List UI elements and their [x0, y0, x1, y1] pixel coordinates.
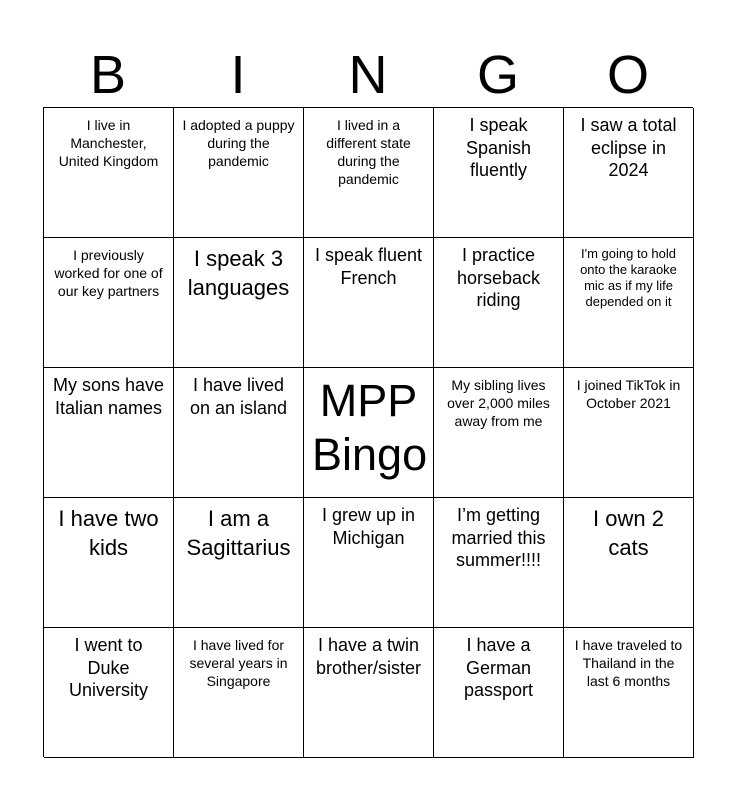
bingo-cell[interactable] — [44, 498, 174, 628]
bingo-cell[interactable] — [434, 108, 564, 238]
bingo-cell[interactable] — [44, 368, 174, 498]
cell-text: I speak 3 languages — [187, 246, 290, 300]
bingo-cell[interactable] — [434, 238, 564, 368]
bingo-header — [43, 44, 693, 106]
cell-text: I practice horseback riding — [456, 245, 541, 310]
cell-text: I have a twin brother/sister — [315, 635, 422, 678]
bingo-cell[interactable] — [434, 368, 564, 498]
bingo-cell[interactable] — [44, 108, 174, 238]
header-letter-o: O — [606, 45, 649, 105]
cell-text: I have lived for several years in Singapore — [189, 637, 288, 689]
header-letter-b: B — [89, 45, 127, 105]
cell-text: I grew up in Michigan — [321, 505, 416, 548]
bingo-cell[interactable] — [564, 108, 694, 238]
cell-text: I adopted a puppy during the pandemic — [182, 117, 295, 169]
cell-text: My sibling lives over 2,000 miles away from me — [447, 377, 550, 429]
bingo-cell[interactable] — [44, 628, 174, 758]
bingo-cell[interactable] — [304, 108, 434, 238]
cell-text: I speak fluent French — [314, 245, 423, 288]
bingo-cell[interactable] — [174, 238, 304, 368]
bingo-cell[interactable] — [434, 498, 564, 628]
cell-text: I speak Spanish fluently — [465, 115, 532, 180]
cell-text: I have two kids — [58, 506, 159, 560]
bingo-cell[interactable] — [564, 238, 694, 368]
free-space-text: MPP Bingo — [312, 375, 428, 480]
free-space-cell[interactable] — [304, 368, 434, 498]
bingo-cell[interactable] — [304, 238, 434, 368]
bingo-cell[interactable] — [564, 498, 694, 628]
cell-text: I own 2 cats — [593, 506, 664, 560]
cell-text: I joined TikTok in October 2021 — [576, 377, 681, 411]
cell-text: I have a German passport — [463, 635, 534, 700]
bingo-cell[interactable] — [304, 498, 434, 628]
header-letter-i: I — [230, 45, 246, 105]
cell-text: I live in Manchester, United Kingdom — [58, 117, 159, 169]
bingo-board — [43, 107, 693, 757]
cell-text: I previously worked for one of our key partners — [54, 247, 163, 299]
cell-text: I have traveled to Thailand in the last 6 months — [574, 637, 683, 689]
bingo-cell[interactable] — [174, 368, 304, 498]
cell-text: I’m getting married this summer!!!! — [451, 505, 546, 570]
bingo-cell[interactable] — [174, 628, 304, 758]
cell-text: I have lived on an island — [189, 375, 288, 418]
cell-text: I am a Sagittarius — [186, 506, 291, 560]
cell-text: I'm going to hold onto the karaoke mic as if my life depended on it — [580, 246, 677, 309]
cell-text: I lived in a different state during the pandemic — [326, 117, 411, 187]
cell-text: I went to Duke University — [68, 635, 148, 700]
bingo-cell[interactable] — [564, 628, 694, 758]
bingo-cell[interactable] — [44, 238, 174, 368]
bingo-cell[interactable] — [304, 628, 434, 758]
header-letter-n: N — [348, 45, 388, 105]
bingo-cell[interactable] — [174, 108, 304, 238]
header-letter-g: G — [476, 45, 519, 105]
bingo-cell[interactable] — [434, 628, 564, 758]
cell-text: My sons have Italian names — [52, 375, 165, 418]
cell-text: I saw a total eclipse in 2024 — [580, 115, 677, 180]
bingo-cell[interactable] — [564, 368, 694, 498]
bingo-cell[interactable] — [174, 498, 304, 628]
